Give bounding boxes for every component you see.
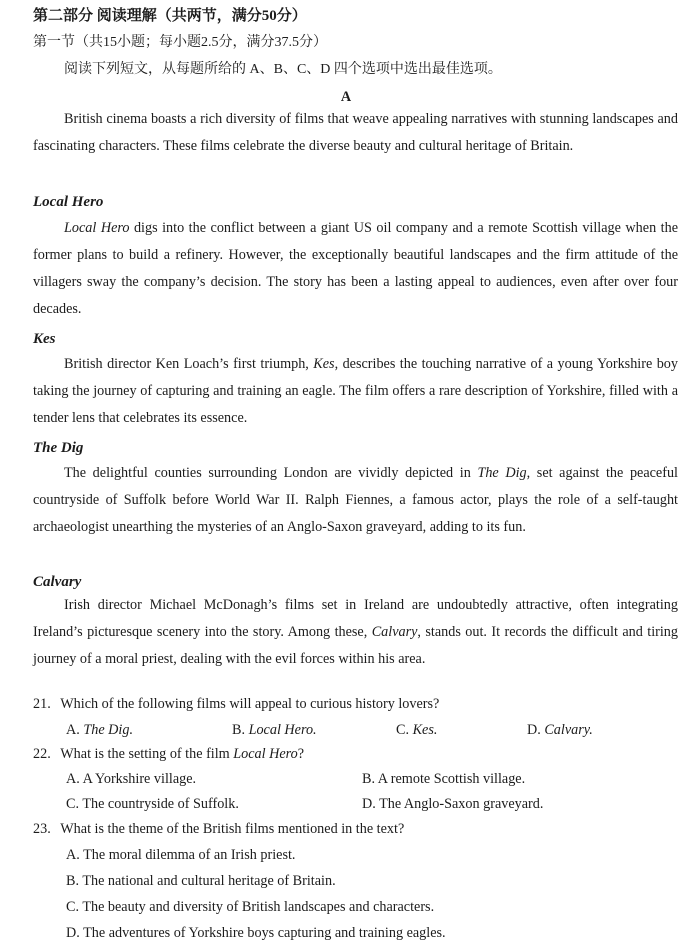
option-text: Kes. [412, 722, 438, 738]
option-letter: B. [66, 873, 80, 889]
film-paragraph-calvary [33, 592, 678, 673]
question-stem: What is the theme of the British films mentioned in the text? [60, 821, 405, 837]
option-letter: D. [527, 722, 541, 738]
option-letter: B. [362, 771, 376, 787]
option-letter: D. [362, 796, 376, 812]
option-text: Calvary. [544, 722, 593, 738]
film-name: Local Hero [64, 220, 130, 236]
option-letter: A. [66, 722, 80, 738]
paragraph-text: British director Ken Loach’s first triumph, [64, 356, 314, 372]
question-number: 23. [33, 821, 51, 837]
passage-intro: British cinema boasts a rich diversity of films that weave appealing narratives with stunning landscapes and fascinating characters. These films celebrate the diverse beauty and cultural heritage of Britain. [33, 111, 678, 154]
option-letter: A. [66, 771, 80, 787]
option-23-a[interactable] [66, 846, 295, 864]
option-21-d[interactable] [527, 721, 593, 739]
option-21-c[interactable] [396, 721, 437, 739]
option-22-c[interactable] [66, 795, 239, 813]
option-text: The countryside of Suffolk. [82, 796, 239, 812]
option-22-b[interactable] [362, 770, 525, 788]
film-paragraph-the-dig [33, 460, 678, 541]
option-letter: B. [232, 722, 246, 738]
film-title-the-dig: The Dig [33, 440, 84, 456]
question-23 [33, 820, 404, 838]
instructions: 阅读下列短文，从每题所给的 A、B、C、D 四个选项中选出最佳选项。 [64, 62, 502, 77]
film-paragraph-kes [33, 351, 678, 432]
option-text: The adventures of Yorkshire boys capturing and training eagles. [83, 925, 446, 941]
film-paragraph-local-hero [33, 215, 678, 323]
part-title: 第二部分 阅读理解（共两节，满分50分） [33, 8, 307, 24]
paragraph-text: , set against the peaceful countryside of Suffolk before World War II. Ralph Fiennes, a famous actor, plays the role of a self-taught archaeologist unearthing the mysteries of an Anglo-Saxon graveyard, adding to its fun. [33, 465, 678, 535]
option-text: The Dig. [83, 722, 133, 738]
option-23-c[interactable] [66, 898, 434, 916]
film-name: Local Hero [233, 746, 298, 762]
option-letter: C. [396, 722, 410, 738]
option-23-b[interactable] [66, 872, 336, 890]
option-text: Local Hero. [248, 722, 317, 738]
film-title-local-hero: Local Hero [33, 194, 104, 210]
option-23-d[interactable] [66, 924, 446, 942]
paragraph-text: The delightful counties surrounding London are vividly depicted in [64, 465, 478, 481]
film-title-kes: Kes [33, 331, 56, 347]
paragraph-text: , stands out. It records the difficult and tiring journey of a moral priest, dealing with the evil forces within his area. [33, 624, 678, 667]
passage-label: A [340, 89, 352, 105]
option-text: A remote Scottish village. [377, 771, 526, 787]
film-name: Kes [313, 356, 335, 372]
stem-text: What is the setting of the film [60, 746, 234, 762]
film-name: The Dig [477, 465, 527, 481]
option-text: The beauty and diversity of British landscapes and characters. [82, 899, 435, 915]
paragraph-text: Irish director Michael McDonagh’s films set in Ireland are undoubtedly attractive, often integrating Ireland’s picturesque scenery into the story. Among these, [33, 597, 678, 640]
question-stem: Which of the following films will appeal to curious history lovers? [60, 696, 440, 712]
option-letter: C. [66, 899, 80, 915]
option-letter: D. [66, 925, 80, 941]
option-text: A Yorkshire village. [82, 771, 197, 787]
question-number: 21. [33, 696, 51, 712]
option-22-a[interactable] [66, 770, 196, 788]
paragraph-text: digs into the conflict between a giant US oil company and a remote Scottish village when the former plans to build a refinery. However, the exceptionally beautiful landscapes and the firm attitude of the villagers sway the company’s decision. The story has been a lasting appeal to audiences, even after over four decades. [33, 220, 678, 317]
option-text: The Anglo-Saxon graveyard. [379, 796, 544, 812]
question-stem [60, 746, 304, 762]
section-title: 第一节（共15小题；每小题2.5分，满分37.5分） [33, 35, 327, 50]
option-text: The national and cultural heritage of Britain. [82, 873, 336, 889]
stem-text: ? [297, 746, 305, 762]
film-name: Calvary [371, 624, 418, 640]
question-22 [33, 745, 304, 763]
option-21-b[interactable] [232, 721, 317, 739]
option-letter: A. [66, 847, 80, 863]
option-letter: C. [66, 796, 80, 812]
question-number: 22. [33, 746, 51, 762]
film-title-calvary: Calvary [33, 574, 82, 590]
question-21 [33, 695, 439, 713]
option-22-d[interactable] [362, 795, 543, 813]
paragraph-text: , describes the touching narrative of a young Yorkshire boy taking the journey of capturing and training an eagle. The film offers a rare description of Yorkshire, filled with a tender lens that celebrates its essence. [33, 356, 678, 426]
option-21-a[interactable] [66, 721, 133, 739]
option-text: The moral dilemma of an Irish priest. [83, 847, 296, 863]
